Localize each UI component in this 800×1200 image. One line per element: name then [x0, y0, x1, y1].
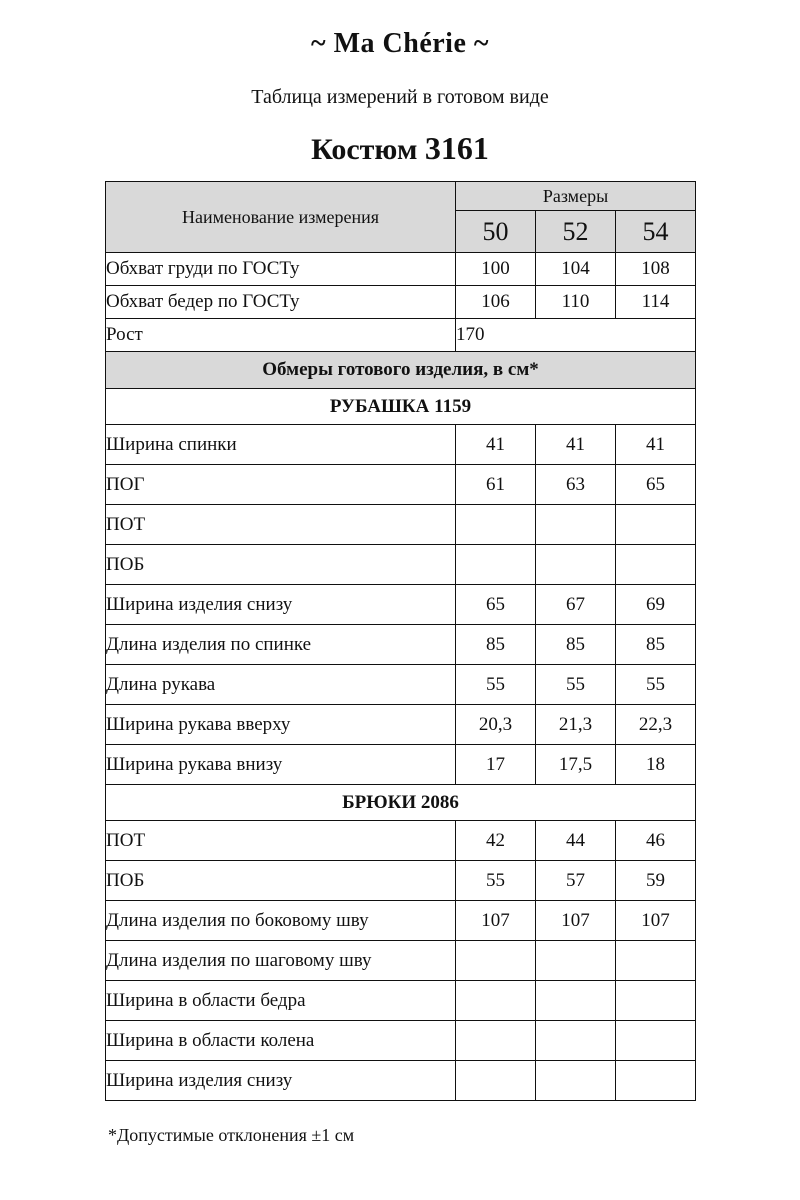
header-sizes: Размеры [456, 182, 696, 211]
header-size: 50 [456, 211, 536, 253]
row-value: 17,5 [536, 745, 616, 785]
row-value [456, 941, 536, 981]
row-value [616, 981, 696, 1021]
height-value: 170 [456, 319, 696, 352]
row-value: 42 [456, 821, 536, 861]
row-label: ПОБ [106, 861, 456, 901]
table-row-height [106, 319, 696, 352]
table-row [106, 1021, 696, 1061]
table-row [106, 821, 696, 861]
table-row [106, 625, 696, 665]
product-title [0, 130, 800, 167]
row-label: Обхват груди по ГОСТу [106, 253, 456, 286]
row-value [616, 505, 696, 545]
table-row [106, 545, 696, 585]
table-row [106, 705, 696, 745]
row-value: 104 [536, 253, 616, 286]
row-value: 18 [616, 745, 696, 785]
row-label: Рост [106, 319, 456, 352]
row-label: Длина изделия по спинке [106, 625, 456, 665]
row-value: 106 [456, 286, 536, 319]
table-row [106, 901, 696, 941]
table-row [106, 665, 696, 705]
row-value: 107 [616, 901, 696, 941]
row-value [456, 981, 536, 1021]
row-label: Ширина изделия снизу [106, 585, 456, 625]
row-value [456, 1021, 536, 1061]
measurement-table [105, 181, 696, 1101]
row-value [456, 505, 536, 545]
row-label: ПОТ [106, 821, 456, 861]
table-row [106, 286, 696, 319]
row-value: 85 [536, 625, 616, 665]
row-value: 17 [456, 745, 536, 785]
row-value: 41 [616, 425, 696, 465]
row-value [536, 1021, 616, 1061]
row-value: 55 [456, 861, 536, 901]
row-value: 22,3 [616, 705, 696, 745]
row-value: 65 [616, 465, 696, 505]
row-value: 63 [536, 465, 616, 505]
row-value: 57 [536, 861, 616, 901]
row-value [616, 1021, 696, 1061]
table-row [106, 1061, 696, 1101]
table-row [106, 941, 696, 981]
header-size: 54 [616, 211, 696, 253]
header-measurement-name: Наименование измерения [106, 182, 456, 253]
row-value [616, 941, 696, 981]
row-value [536, 1061, 616, 1101]
row-value: 67 [536, 585, 616, 625]
table-row [106, 425, 696, 465]
row-label: Ширина рукава внизу [106, 745, 456, 785]
row-value: 100 [456, 253, 536, 286]
row-value: 46 [616, 821, 696, 861]
row-label: Ширина в области бедра [106, 981, 456, 1021]
row-value: 55 [536, 665, 616, 705]
shirt-rows [106, 425, 696, 785]
shirt-title: РУБАШКА 1159 [106, 389, 696, 425]
row-value: 107 [456, 901, 536, 941]
row-value: 55 [616, 665, 696, 705]
row-label: Ширина спинки [106, 425, 456, 465]
product-label: Костюм [311, 133, 418, 166]
header-size: 52 [536, 211, 616, 253]
row-value: 44 [536, 821, 616, 861]
section-title: Обмеры готового изделия, в см* [106, 352, 696, 389]
table-row [106, 465, 696, 505]
row-label: ПОГ [106, 465, 456, 505]
table-subtitle: Таблица измерений в готовом виде [251, 86, 549, 108]
row-label: Длина изделия по шаговому шву [106, 941, 456, 981]
row-label: ПОТ [106, 505, 456, 545]
row-label: Длина изделия по боковому шву [106, 901, 456, 941]
row-value [616, 1061, 696, 1101]
table-row [106, 861, 696, 901]
table-row [106, 745, 696, 785]
table-row [106, 585, 696, 625]
row-value: 20,3 [456, 705, 536, 745]
row-value: 107 [536, 901, 616, 941]
row-value: 69 [616, 585, 696, 625]
row-value: 55 [456, 665, 536, 705]
row-label: Ширина в области колена [106, 1021, 456, 1061]
row-label: ПОБ [106, 545, 456, 585]
row-label: Ширина изделия снизу [106, 1061, 456, 1101]
row-value [456, 545, 536, 585]
row-value: 41 [536, 425, 616, 465]
table-row [106, 981, 696, 1021]
row-value: 65 [456, 585, 536, 625]
table-row [106, 505, 696, 545]
row-value [536, 981, 616, 1021]
row-value [536, 545, 616, 585]
row-value: 21,3 [536, 705, 616, 745]
row-value: 108 [616, 253, 696, 286]
row-value: 110 [536, 286, 616, 319]
row-value: 61 [456, 465, 536, 505]
row-label: Длина рукава [106, 665, 456, 705]
brand-title: ~ Ma Chérie ~ [311, 28, 489, 59]
row-value: 114 [616, 286, 696, 319]
trousers-rows [106, 821, 696, 1101]
row-label: Обхват бедер по ГОСТу [106, 286, 456, 319]
row-value [456, 1061, 536, 1101]
trousers-title: БРЮКИ 2086 [106, 785, 696, 821]
row-value: 41 [456, 425, 536, 465]
row-value [616, 545, 696, 585]
footnote: *Допустимые отклонения ±1 см [108, 1125, 355, 1145]
table-row [106, 253, 696, 286]
row-value: 85 [456, 625, 536, 665]
row-value [536, 505, 616, 545]
row-label: Ширина рукава вверху [106, 705, 456, 745]
row-value: 59 [616, 861, 696, 901]
row-value [536, 941, 616, 981]
row-value: 85 [616, 625, 696, 665]
product-number: 3161 [424, 130, 489, 166]
